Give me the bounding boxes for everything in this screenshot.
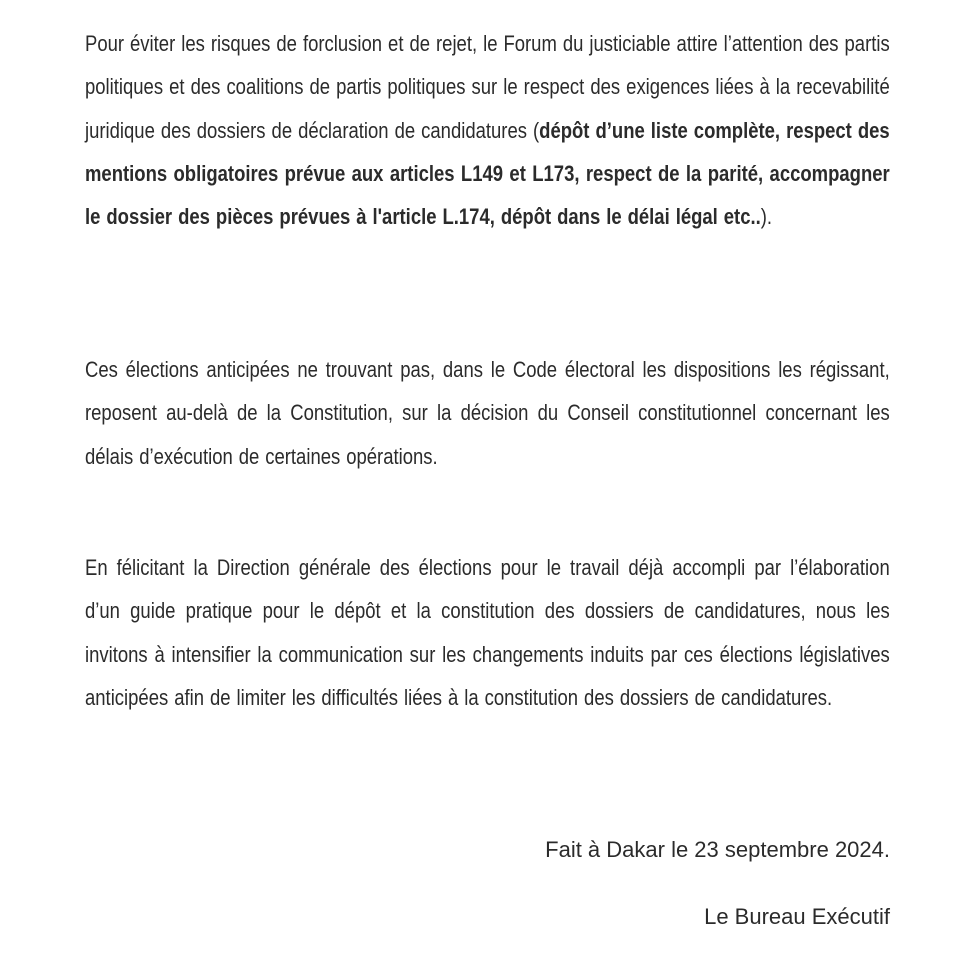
paragraph-elections-anticipees: Ces élections anticipées ne trouvant pas, dans le Code électoral les dispositions les régissant, reposent au-delà de la Constitution, sur la décision du Conseil constitutionnel concernant les délais d’exécution de certaines opérations. (85, 357, 890, 469)
paragraph-forclusion (85, 22, 890, 238)
paragraph-felicitations: En félicitant la Direction générale des élections pour le travail déjà accompli par l’élaboration d’un guide pratique pour le dépôt et la constitution des dossiers de candidatures, nous les invitons à intensifier la communication sur les changements induits par ces élections législatives anticipées afin de limiter les difficultés liées à la constitution des dossiers de candidatures. (85, 555, 890, 710)
signatory: Le Bureau Exécutif (704, 904, 890, 929)
paragraph-1-intro: Pour éviter les risques de forclusion et de rejet, le Forum du justiciable attire l’attention des partis politiques et des coalitions de partis politiques sur le respect des exigences liées à la recevabilité juridique des dossiers de déclaration de candidatures ( (85, 31, 890, 143)
paragraph-1-closing: ). (760, 204, 773, 230)
place-date: Fait à Dakar le 23 septembre 2024. (545, 837, 890, 862)
paragraph-1-requirements-bold: dépôt d’une liste complète, respect des mentions obligatoires prévue aux articles L149 et L173, respect de la parité, accompagner le dossier des pièces prévues à l'article L.174, dépôt dans le délai légal etc.. (85, 117, 890, 230)
